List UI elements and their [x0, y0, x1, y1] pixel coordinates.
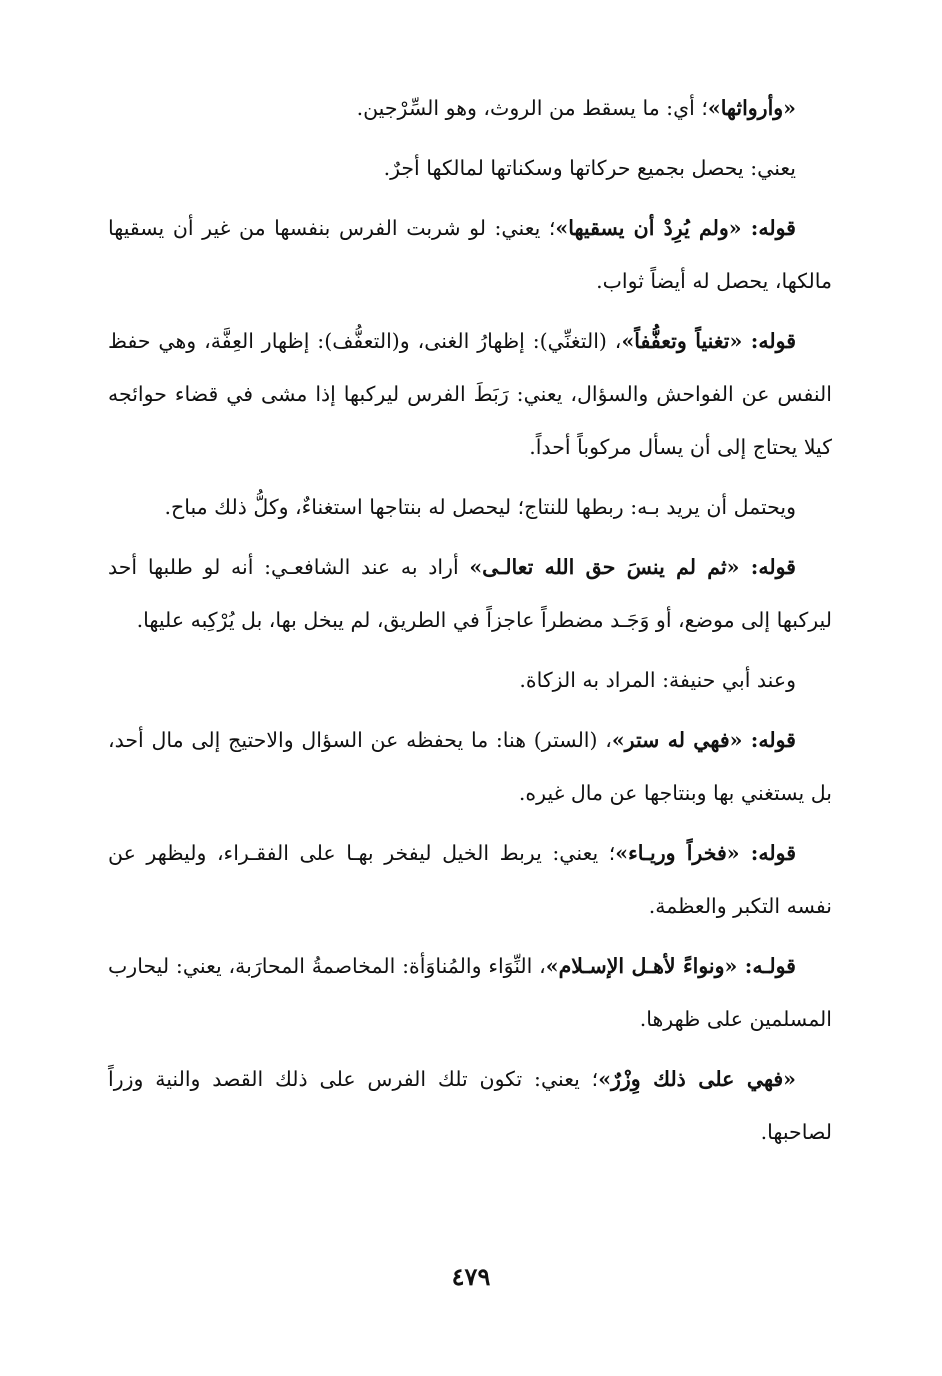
- quoted-term: «فخراً وريـاء»: [615, 841, 740, 865]
- paragraph-text: ويحتمل أن يريد بـه: ربطها للنتاج؛ ليحصل له بنتاجها استغناءٌ، وكلُّ ذلك مباح.: [164, 495, 796, 519]
- paragraph-2: [108, 142, 832, 195]
- paragraph-text: أراد به عند الشافعـي: أنه لو طلبها أحد ليركبها إلى موضع، أو وَجَـد مضطراً عاجزاً في الطريق، لم يبخل بها، بل يُرْكِبه عليها.: [108, 555, 832, 632]
- quoted-term: «فهي على ذلك وِزْرٌ»: [598, 1067, 796, 1091]
- qawluhu-label: قولـه:: [737, 954, 796, 978]
- paragraph-9: [108, 827, 832, 933]
- paragraph-8: [108, 714, 832, 820]
- paragraph-text: وعند أبي حنيفة: المراد به الزكاة.: [519, 668, 796, 692]
- quoted-term: «فهي له ستر»: [611, 728, 743, 752]
- qawluhu-label: قوله:: [739, 841, 796, 865]
- paragraph-11: [108, 1053, 832, 1159]
- paragraph-6: [108, 541, 832, 647]
- quoted-term: «ثم لم ينسَ حق الله تعالـى»: [469, 555, 740, 579]
- page-body: [108, 82, 832, 1166]
- paragraph-10: [108, 940, 832, 1046]
- qawluhu-label: قوله:: [742, 329, 796, 353]
- paragraph-7: [108, 654, 832, 707]
- quoted-term: «ونواءً لأهـل الإسـلام»: [545, 954, 738, 978]
- paragraph-text: يعني: يحصل بجميع حركاتها وسكناتها لمالكها أجرٌ.: [383, 156, 796, 180]
- qawluhu-label: قوله:: [739, 555, 796, 579]
- paragraph-4: [108, 315, 832, 474]
- quoted-term: «ولم يُرِدْ أن يسقيها»: [555, 216, 742, 240]
- paragraph-text: ، (التغنِّي): إظهارُ الغنى، و(التعفُّف): إظهار العِفَّة، وهي حفظ النفس عن الفواحش والسؤال، يعني: رَبَطَ الفرس ليركبها إذا مشى في قضاء حوائجه كيلا يحتاج إلى أن يسأل مركوباً أحداً.: [108, 329, 832, 459]
- quoted-term: «وأرواثها»: [707, 96, 796, 120]
- paragraph-text: ؛ يعني: يربط الخيل ليفخر بهـا على الفقـراء، وليظهر عن نفسه التكبر والعظمة.: [108, 841, 832, 918]
- qawluhu-label: قوله:: [742, 728, 796, 752]
- paragraph-3: [108, 202, 832, 308]
- quoted-term: «تغنياً وتعفُّفاً»: [621, 329, 743, 353]
- page-number: ٤٧٩: [451, 1262, 491, 1291]
- paragraph-5: [108, 481, 832, 534]
- paragraph-text: ؛ أي: ما يسقط من الروث، وهو السِّرْجين.: [356, 96, 708, 120]
- paragraph-text: ، (الستر) هنا: ما يحفظه عن السؤال والاحتيج إلى مال أحد، بل يستغني بها وبنتاجها عن مال غيره.: [108, 728, 832, 805]
- paragraph-text: ، النِّوَاء والمُناوَأة: المخاصمةُ المحارَبة، يعني: ليحارب المسلمين على ظهرها.: [108, 954, 832, 1031]
- paragraph-text: ؛ يعني: تكون تلك الفرس على ذلك القصد والنية وزراً لصاحبها.: [108, 1067, 832, 1144]
- paragraph-1: [108, 82, 832, 135]
- paragraph-text: ؛ يعني: لو شربت الفرس بنفسها من غير أن يسقيها مالكها، يحصل له أيضاً ثواب.: [108, 216, 832, 293]
- qawluhu-label: قوله:: [741, 216, 796, 240]
